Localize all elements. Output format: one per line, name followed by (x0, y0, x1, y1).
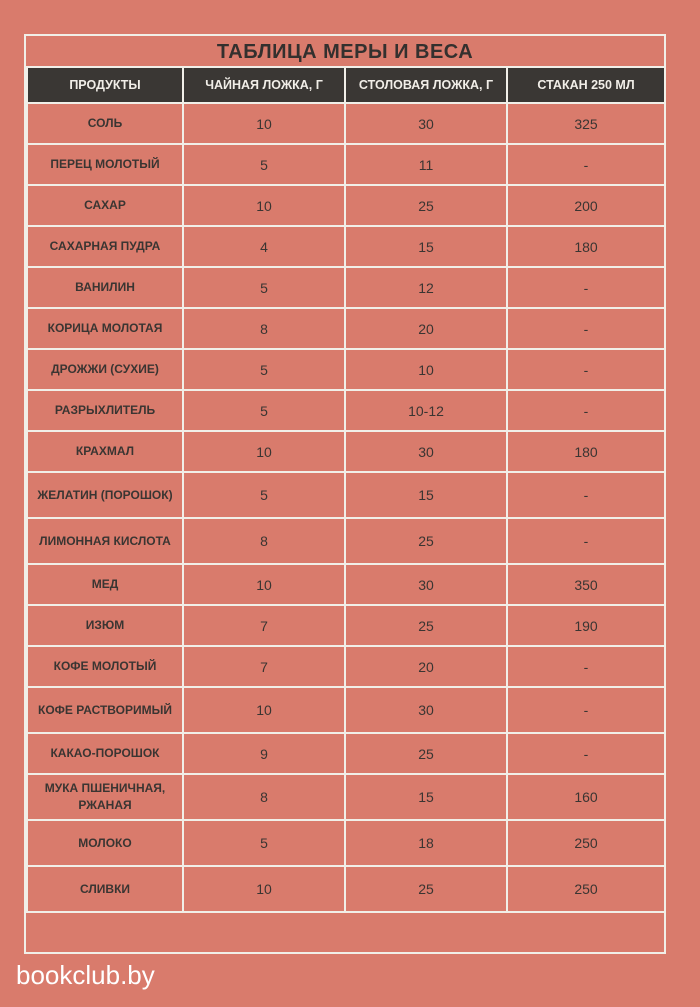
footer-watermark: bookclub.by (16, 960, 155, 990)
table-row (27, 518, 665, 564)
tablespoon-cell: 18 (345, 820, 507, 866)
product-cell: РАЗРЫХЛИТЕЛЬ (27, 390, 183, 431)
product-cell: МЕД (27, 564, 183, 605)
cup-cell: - (507, 267, 665, 308)
teaspoon-cell: 8 (183, 774, 345, 820)
tablespoon-cell: 30 (345, 431, 507, 472)
cup-cell: - (507, 308, 665, 349)
table-row (27, 687, 665, 733)
product-cell: МУКА ПШЕНИЧНАЯ, РЖАНАЯ (27, 774, 183, 820)
cup-cell: - (507, 144, 665, 185)
tablespoon-cell: 15 (345, 226, 507, 267)
cup-cell: 190 (507, 605, 665, 646)
header-product: ПРОДУКТЫ (27, 67, 183, 103)
teaspoon-cell: 5 (183, 472, 345, 518)
cup-cell: 250 (507, 866, 665, 912)
product-cell: КАКАО-ПОРОШОК (27, 733, 183, 774)
product-cell: КОФЕ РАСТВОРИМЫЙ (27, 687, 183, 733)
teaspoon-cell: 10 (183, 185, 345, 226)
teaspoon-cell: 10 (183, 103, 345, 144)
product-cell: СЛИВКИ (27, 866, 183, 912)
cup-cell: - (507, 518, 665, 564)
product-cell: КОФЕ МОЛОТЫЙ (27, 646, 183, 687)
cup-cell: 325 (507, 103, 665, 144)
teaspoon-cell: 8 (183, 518, 345, 564)
tablespoon-cell: 25 (345, 605, 507, 646)
teaspoon-cell: 5 (183, 144, 345, 185)
product-cell: КРАХМАЛ (27, 431, 183, 472)
teaspoon-cell: 10 (183, 866, 345, 912)
table-row (27, 820, 665, 866)
cup-cell: 160 (507, 774, 665, 820)
table-title: ТАБЛИЦА МЕРЫ И ВЕСА (216, 41, 474, 63)
tablespoon-cell: 11 (345, 144, 507, 185)
tablespoon-cell: 25 (345, 866, 507, 912)
tablespoon-cell: 20 (345, 646, 507, 687)
table-row (27, 103, 665, 144)
tablespoon-cell: 25 (345, 733, 507, 774)
product-cell: СОЛЬ (27, 103, 183, 144)
header-cup: СТАКАН 250 МЛ (507, 67, 665, 103)
table-row (27, 226, 665, 267)
cup-cell: 250 (507, 820, 665, 866)
table-row (27, 472, 665, 518)
teaspoon-cell: 10 (183, 687, 345, 733)
table-row (27, 733, 665, 774)
cup-cell: 350 (507, 564, 665, 605)
tablespoon-cell: 12 (345, 267, 507, 308)
teaspoon-cell: 10 (183, 431, 345, 472)
table-row (27, 267, 665, 308)
table-row (27, 774, 665, 820)
product-cell: САХАР (27, 185, 183, 226)
table-row (27, 349, 665, 390)
cup-cell: - (507, 349, 665, 390)
tablespoon-cell: 25 (345, 518, 507, 564)
table-row (27, 308, 665, 349)
measures-table (26, 66, 666, 913)
cup-cell: - (507, 646, 665, 687)
cup-cell: - (507, 687, 665, 733)
header-teaspoon: ЧАЙНАЯ ЛОЖКА, Г (183, 67, 345, 103)
cup-cell: - (507, 733, 665, 774)
teaspoon-cell: 5 (183, 390, 345, 431)
teaspoon-cell: 10 (183, 564, 345, 605)
tablespoon-cell: 30 (345, 103, 507, 144)
teaspoon-cell: 7 (183, 605, 345, 646)
table-row (27, 564, 665, 605)
table-row (27, 866, 665, 912)
teaspoon-cell: 5 (183, 349, 345, 390)
teaspoon-cell: 4 (183, 226, 345, 267)
cup-cell: 180 (507, 431, 665, 472)
product-cell: ПЕРЕЦ МОЛОТЫЙ (27, 144, 183, 185)
product-cell: ИЗЮМ (27, 605, 183, 646)
table-row (27, 431, 665, 472)
table-header-row (27, 67, 665, 103)
header-tablespoon: СТОЛОВАЯ ЛОЖКА, Г (345, 67, 507, 103)
table-row (27, 390, 665, 431)
product-cell: ДРОЖЖИ (СУХИЕ) (27, 349, 183, 390)
table-row (27, 646, 665, 687)
tablespoon-cell: 30 (345, 564, 507, 605)
product-cell: ЖЕЛАТИН (ПОРОШОК) (27, 472, 183, 518)
product-cell: ВАНИЛИН (27, 267, 183, 308)
teaspoon-cell: 5 (183, 820, 345, 866)
tablespoon-cell: 15 (345, 774, 507, 820)
tablespoon-cell: 10-12 (345, 390, 507, 431)
table-row (27, 144, 665, 185)
table-row (27, 605, 665, 646)
teaspoon-cell: 8 (183, 308, 345, 349)
product-cell: ЛИМОННАЯ КИСЛОТА (27, 518, 183, 564)
tablespoon-cell: 10 (345, 349, 507, 390)
product-cell: МОЛОКО (27, 820, 183, 866)
teaspoon-cell: 7 (183, 646, 345, 687)
tablespoon-cell: 20 (345, 308, 507, 349)
cup-cell: 180 (507, 226, 665, 267)
cup-cell: - (507, 472, 665, 518)
table-row (27, 185, 665, 226)
measures-table-frame (24, 34, 666, 954)
tablespoon-cell: 15 (345, 472, 507, 518)
cup-cell: 200 (507, 185, 665, 226)
product-cell: САХАРНАЯ ПУДРА (27, 226, 183, 267)
tablespoon-cell: 25 (345, 185, 507, 226)
teaspoon-cell: 9 (183, 733, 345, 774)
product-cell: КОРИЦА МОЛОТАЯ (27, 308, 183, 349)
tablespoon-cell: 30 (345, 687, 507, 733)
teaspoon-cell: 5 (183, 267, 345, 308)
cup-cell: - (507, 390, 665, 431)
